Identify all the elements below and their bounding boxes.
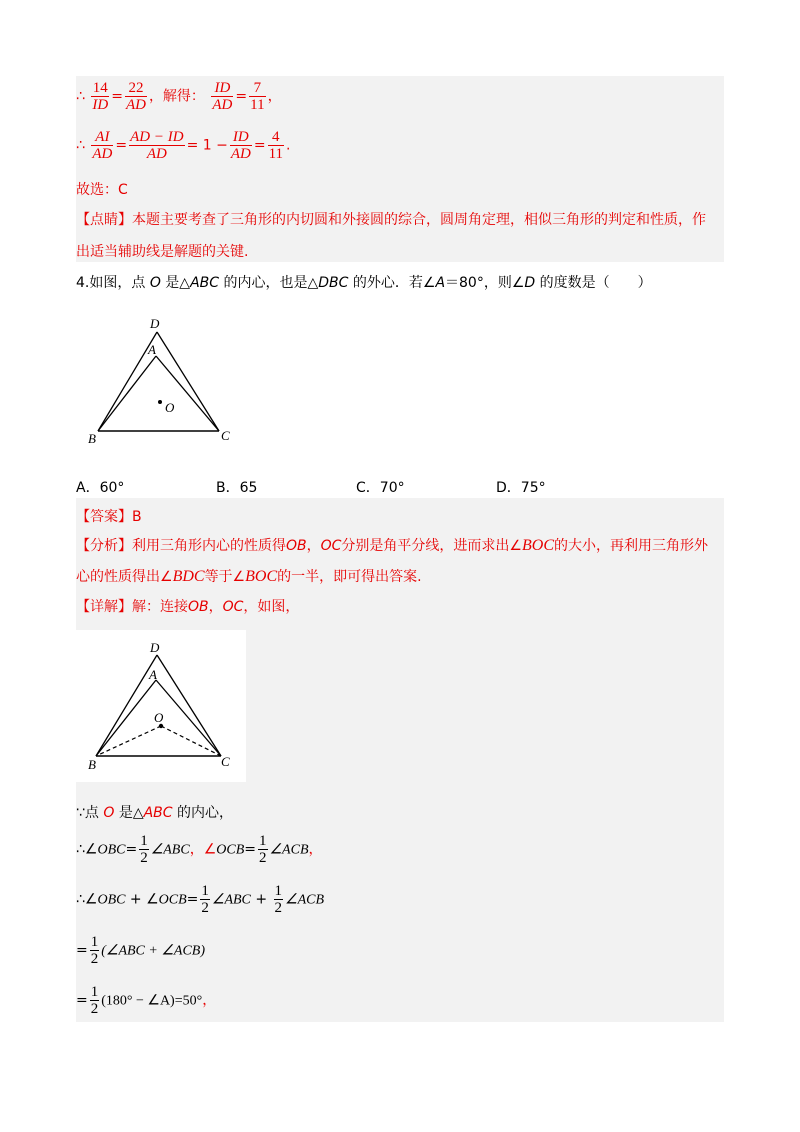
line-AC: [156, 356, 219, 431]
label-O: O: [154, 710, 164, 725]
line-AB: [98, 356, 156, 431]
equation-line-2: ∴ $\frac{AI}{AD}$ = $\frac{AD - ID}{AD}$ = 1 − $\frac{ID}{AD}$ = $\frac{4}{11}$ .: [76, 129, 291, 162]
fraction-half: $\frac{1}{2}$: [259, 833, 267, 866]
line-AB: [96, 680, 156, 756]
label-B: B: [88, 757, 96, 772]
fraction-half: $\frac{1}{2}$: [140, 833, 148, 866]
answer-text: 故选：C: [76, 182, 128, 198]
fraction-half: $\frac{1}{2}$: [201, 883, 209, 916]
solution-triangle-figure: [76, 630, 246, 782]
choice-c[interactable]: C．70°: [356, 480, 405, 496]
fraction: $\frac{AD - ID}{AD}$: [130, 129, 184, 162]
label-C: C: [221, 754, 230, 769]
comment-line-2: 出适当辅助线是解题的关键.: [76, 244, 249, 260]
label-O: O: [165, 400, 175, 415]
step-4: = $\frac{1}{2}$ (∠ABC + ∠ACB): [76, 934, 205, 967]
solution-block: [76, 498, 724, 1022]
fraction-half: $\frac{1}{2}$: [274, 883, 283, 916]
equation-line-1: ∴ $\frac{14}{ID}$ = $\frac{22}{AD}$ ，解得： $\frac{ID}{AD}$ = $\frac{7}{11}$ ，: [76, 80, 282, 113]
fraction: $\frac{AI}{AD}$: [92, 129, 113, 162]
label-D: D: [150, 316, 160, 331]
detail-line: 【详解】解：连接OB，OC，如图，: [76, 599, 300, 615]
label-D: D: [150, 640, 160, 655]
choice-b[interactable]: B．65: [216, 480, 258, 496]
point-O: [158, 400, 162, 404]
fraction: $\frac{7}{11}$: [250, 80, 265, 113]
analysis-line-1: 【分析】利用三角形内心的性质得OB，OC分别是角平分线，进而求出∠BOC的大小，再利用三角形外: [76, 537, 708, 554]
solution-figure-panel: [76, 630, 246, 782]
fraction: $\frac{14}{ID}$: [92, 80, 109, 113]
fraction: $\frac{22}{AD}$: [125, 80, 146, 113]
triangle-figure: [82, 312, 262, 452]
label-B: B: [88, 431, 96, 446]
fraction-half: $\frac{1}{2}$: [90, 984, 99, 1017]
line-DB: [96, 655, 157, 756]
choice-a[interactable]: A．60°: [76, 480, 125, 496]
step-2: ∴∠OBC= $\frac{1}{2}$ ∠ABC，∠OCB= $\frac{1}{2}$ ∠ACB，: [76, 833, 323, 866]
label-A: A: [148, 342, 156, 357]
choice-d[interactable]: D．75°: [496, 480, 546, 496]
line-DC: [157, 655, 221, 756]
answer-line: 【答案】B: [76, 509, 142, 525]
previous-solution-block: [76, 76, 724, 262]
fraction: $\frac{4}{11}$: [268, 129, 284, 162]
step-3: ∴∠OBC + ∠OCB= $\frac{1}{2}$ ∠ABC + $\frac{1}{2}$ ∠ACB: [76, 883, 325, 916]
fraction-half: $\frac{1}{2}$: [90, 934, 99, 967]
question-text: 4.如图，点 O 是△ABC 的内心，也是△DBC 的外心．若∠A＝80°，则∠D 的度数是（ ）: [76, 275, 652, 291]
step-1: ∵点 O 是△ABC 的内心，: [76, 805, 234, 821]
line-AC: [156, 680, 221, 756]
analysis-line-2: 心的性质得出∠BDC等于∠BOC的一半，即可得出答案.: [76, 568, 422, 585]
fraction: $\frac{ID}{AD}$: [212, 80, 233, 113]
comment-line-1: 【点睛】本题主要考查了三角形的内切圆和外接圆的综合，圆周角定理，相似三角形的判定和性质，作: [76, 212, 706, 228]
line-DC: [157, 332, 219, 431]
label-A: A: [149, 667, 157, 682]
step-5: = $\frac{1}{2}$ (180° − ∠A)=50°，: [76, 984, 217, 1017]
label-C: C: [221, 428, 230, 443]
fraction: $\frac{ID}{AD}$: [230, 129, 251, 162]
